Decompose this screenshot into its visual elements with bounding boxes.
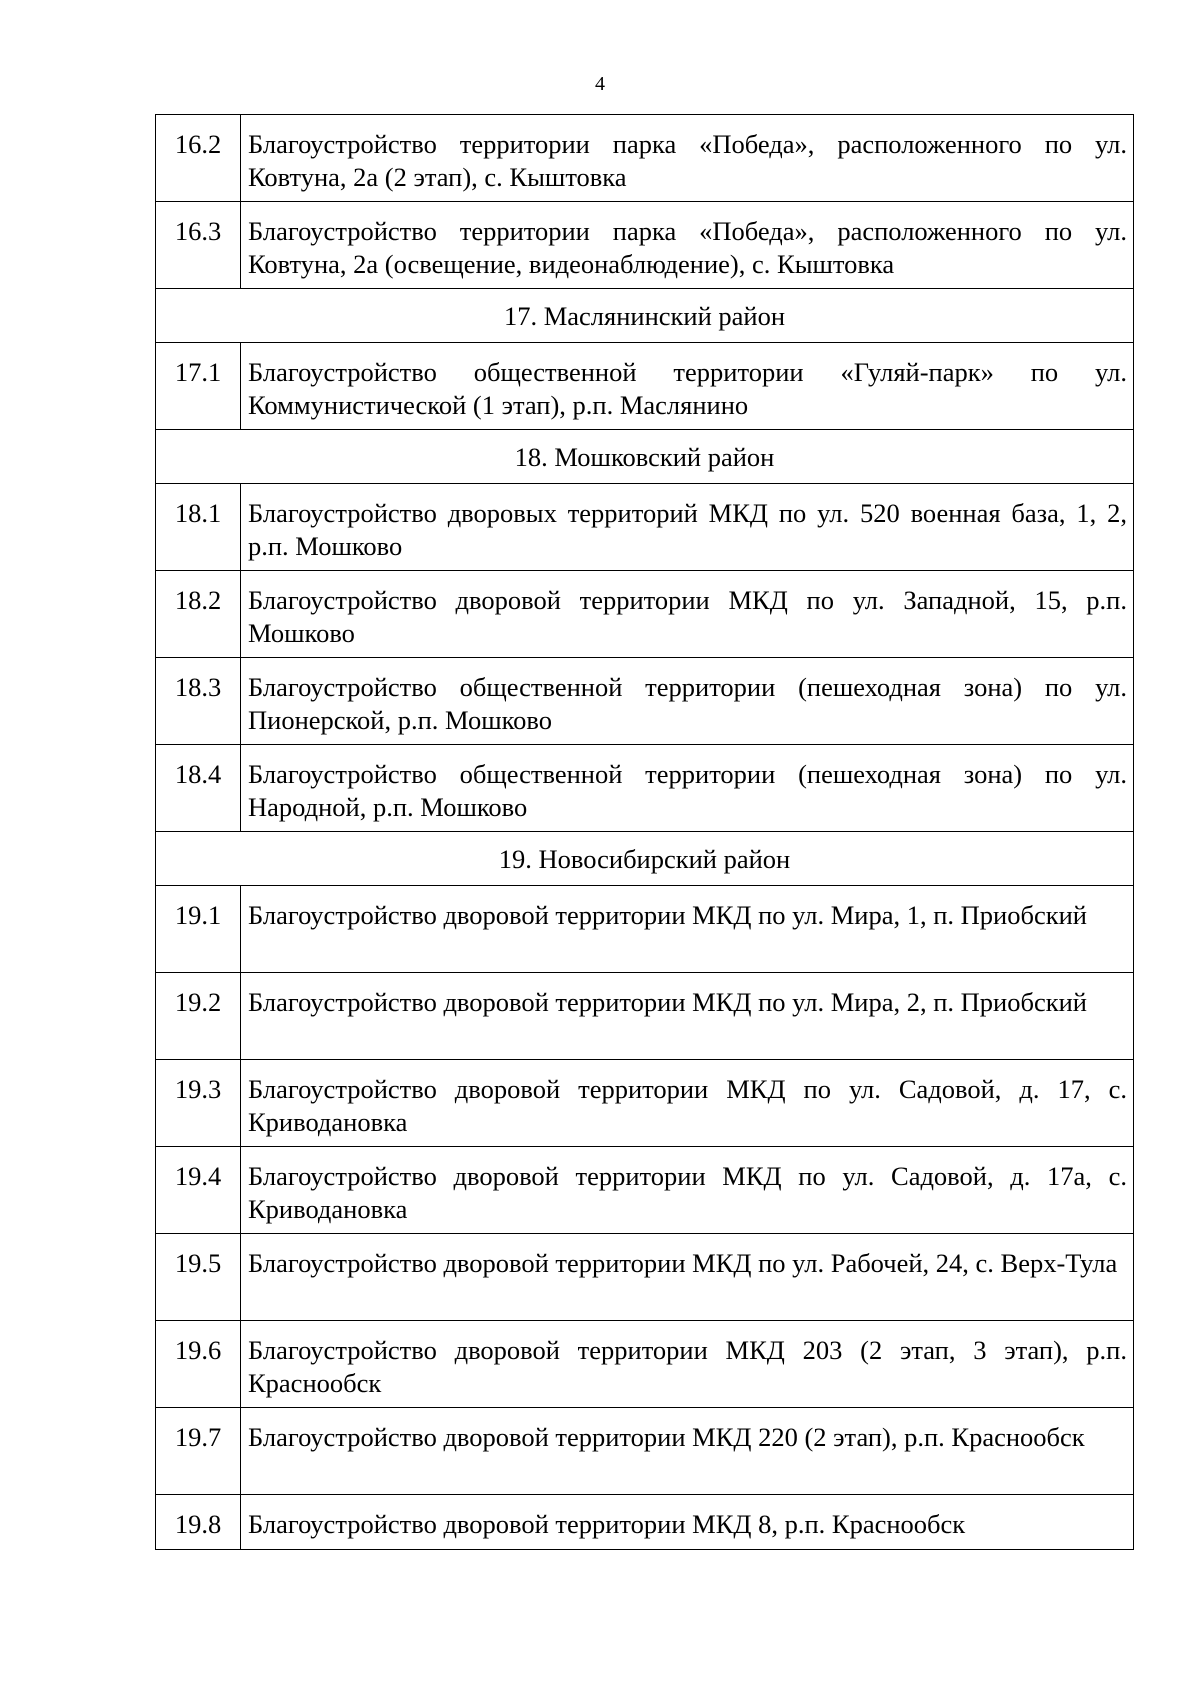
table-row bbox=[156, 658, 1134, 745]
table-row bbox=[156, 115, 1134, 202]
table-row bbox=[156, 973, 1134, 1060]
table-row bbox=[156, 1495, 1134, 1550]
row-description: Благоустройство дворовой территории МКД по ул. Рабочей, 24, с. Верх-Тула bbox=[241, 1234, 1134, 1321]
row-number: 19.4 bbox=[156, 1147, 241, 1234]
row-number: 19.7 bbox=[156, 1408, 241, 1495]
table-row bbox=[156, 1321, 1134, 1408]
row-description: Благоустройство территории парка «Победа», расположенного по ул. Ковтуна, 2а (2 этап), с. Кыштовка bbox=[241, 115, 1134, 202]
row-description: Благоустройство дворовой территории МКД по ул. Мира, 2, п. Приобский bbox=[241, 973, 1134, 1060]
program-table bbox=[155, 114, 1134, 1550]
table-row bbox=[156, 484, 1134, 571]
row-number: 19.2 bbox=[156, 973, 241, 1060]
row-description: Благоустройство дворовых территорий МКД по ул. 520 военная база, 1, 2, р.п. Мошково bbox=[241, 484, 1134, 571]
table-row bbox=[156, 886, 1134, 973]
section-header-row bbox=[156, 832, 1134, 886]
row-description: Благоустройство общественной территории (пешеходная зона) по ул. Пионерской, р.п. Мошково bbox=[241, 658, 1134, 745]
row-number: 19.5 bbox=[156, 1234, 241, 1321]
page-number: 4 bbox=[595, 73, 605, 95]
table-row bbox=[156, 1234, 1134, 1321]
row-description: Благоустройство дворовой территории МКД 8, р.п. Краснообск bbox=[241, 1495, 1134, 1550]
row-number: 17.1 bbox=[156, 343, 241, 430]
row-number: 19.1 bbox=[156, 886, 241, 973]
table-row bbox=[156, 745, 1134, 832]
table-row bbox=[156, 1147, 1134, 1234]
row-description: Благоустройство дворовой территории МКД по ул. Западной, 15, р.п. Мошково bbox=[241, 571, 1134, 658]
row-number: 18.1 bbox=[156, 484, 241, 571]
row-description: Благоустройство дворовой территории МКД по ул. Садовой, д. 17, с. Криводановка bbox=[241, 1060, 1134, 1147]
row-description: Благоустройство общественной территории (пешеходная зона) по ул. Народной, р.п. Мошково bbox=[241, 745, 1134, 832]
row-number: 18.2 bbox=[156, 571, 241, 658]
row-description: Благоустройство дворовой территории МКД 203 (2 этап, 3 этап), р.п. Краснообск bbox=[241, 1321, 1134, 1408]
row-number: 19.6 bbox=[156, 1321, 241, 1408]
row-number: 18.3 bbox=[156, 658, 241, 745]
row-description: Благоустройство дворовой территории МКД по ул. Садовой, д. 17а, с. Криводановка bbox=[241, 1147, 1134, 1234]
row-number: 19.3 bbox=[156, 1060, 241, 1147]
row-description: Благоустройство дворовой территории МКД 220 (2 этап), р.п. Краснообск bbox=[241, 1408, 1134, 1495]
section-header-row bbox=[156, 289, 1134, 343]
row-number: 19.8 bbox=[156, 1495, 241, 1550]
table-row bbox=[156, 343, 1134, 430]
row-description: Благоустройство общественной территории «Гуляй-парк» по ул. Коммунистической (1 этап), р.п. Маслянино bbox=[241, 343, 1134, 430]
section-title: 18. Мошковский район bbox=[156, 430, 1134, 484]
table-row bbox=[156, 1060, 1134, 1147]
row-number: 18.4 bbox=[156, 745, 241, 832]
row-description: Благоустройство территории парка «Победа», расположенного по ул. Ковтуна, 2а (освещение, видеонаблюдение), с. Кыштовка bbox=[241, 202, 1134, 289]
row-number: 16.2 bbox=[156, 115, 241, 202]
section-header-row bbox=[156, 430, 1134, 484]
table-row bbox=[156, 571, 1134, 658]
table-row bbox=[156, 1408, 1134, 1495]
section-title: 19. Новосибирский район bbox=[156, 832, 1134, 886]
row-number: 16.3 bbox=[156, 202, 241, 289]
table-row bbox=[156, 202, 1134, 289]
row-description: Благоустройство дворовой территории МКД по ул. Мира, 1, п. Приобский bbox=[241, 886, 1134, 973]
section-title: 17. Маслянинский район bbox=[156, 289, 1134, 343]
